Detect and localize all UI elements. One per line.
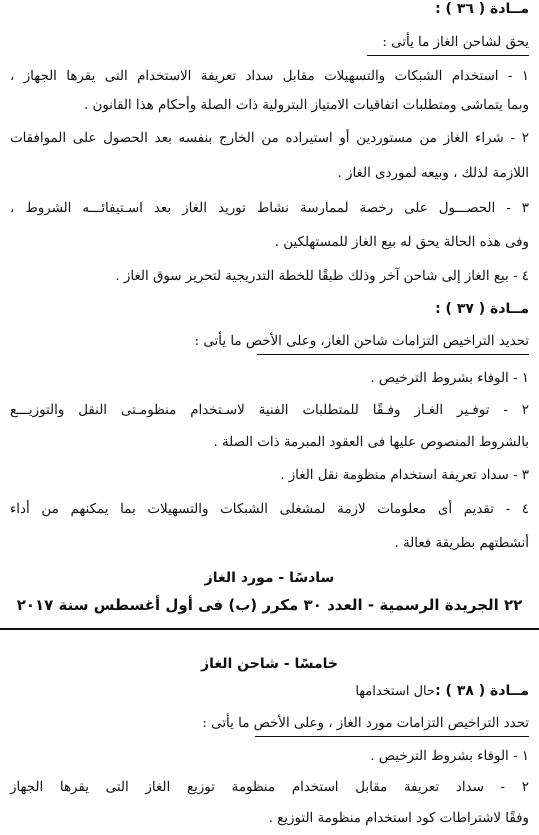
article-37-item-2-line-1: ٢ - توفـير الغـاز وفـقًا للمتطلبات الفنية لاسـتخدام منظومـتى النقل والتوزيـــع [10, 403, 529, 418]
gazette-footer: ٢٢ الجريدة الرسمية - العدد ٣٠ مكرر (ب) فى أول أغسطس سنة ٢٠١٧ [16, 596, 523, 614]
section-supplier-title: سادسًا - مورد الغاز [204, 570, 335, 586]
article-37-intro: تحديد التراخيص التزامات شاحن الغاز، وعلى الأخص ما يأتى : [10, 333, 529, 351]
intro-underline [257, 354, 529, 355]
article-37-item-2-line-2: بالشروط المنصوص عليها فى العقود المبرمة ذات الصلة . [213, 435, 529, 450]
section-shipper-title: خامسًا - شاحن الغاز [201, 656, 338, 672]
article-38-item-1: ١ - الوفاء بشروط الترخيص . [370, 749, 529, 764]
article-36-item-4: ٤ - بيع الغاز إلى شاحن آخر وذلك طبقًا للخطة التدريجية لتحرير سوق الغاز . [115, 269, 529, 284]
article-37-item-4-line-1: ٤ - تقديم أى معلومات لازمة لمشغلى الشبكات والتسهيلات بما يمكنهم من أداء [10, 502, 529, 517]
article-38-heading-row [10, 682, 529, 701]
page-divider [0, 628, 539, 630]
article-38-intro: تحدد التراخيص التزامات مورد الغاز ، وعلى الأخص ما يأتى : [10, 715, 529, 733]
article-36-item-2-line-2: اللازمة لذلك ، وبيعه لموردى الغاز . [337, 166, 529, 181]
article-37-item-1: ١ - الوفاء بشروط الترخيص . [370, 371, 529, 386]
article-37-item-3: ٣ - سداد تعريفة استخدام منظومة نقل الغاز . [280, 468, 529, 483]
article-36-item-1-line-1: ١ - استخدام الشبكات والتسهيلات مقابل سداد تعريفة الاستخدام التى يقرها الجهاز ، [10, 69, 529, 84]
article-36-item-3-line-2: وفى هذه الحالة يحق له بيع الغاز للمستهلكين . [274, 235, 529, 250]
intro-underline [255, 736, 529, 737]
article-38-item-2-line-2: وفقًا لاشتراطات كود استخدام منظومة التوزيع . [268, 811, 529, 826]
article-36-item-2-line-1: ٢ - شراء الغاز من مستوردين أو استيراده من الخارج بنفسه بعد الحصول على الموافقات [10, 131, 529, 146]
article-36-intro: يحق لشاحن الغاز ما يأتى : [10, 34, 529, 52]
intro-underline [367, 55, 529, 56]
article-38-item-2-line-1: ٢ - سداد تعريفة مقابل استخدام منظومة توزيع الغاز التى يقرها الجهاز [10, 780, 529, 795]
article-37-heading: مــادة ( ٣٧ ) : [435, 301, 529, 317]
article-38-heading: مــادة ( ٣٨ ) : [435, 683, 529, 699]
article-37-item-4-line-2: أنشطتهم بطريقة فعالة . [394, 536, 529, 551]
article-36-heading: مــادة ( ٣٦ ) : [435, 1, 529, 17]
article-38-fragment: حال استخدامها [355, 684, 436, 699]
article-36-item-3-line-1: ٣ - الحصـــول على رخصة لممارسة نشاط توريد الغاز بعد اسـتيفائـــه الشروط ، [10, 201, 529, 216]
article-36-item-1-line-2: وبما يتماشى ومتطلبات اتفاقيات الامتياز البترولية ذات الصلة وأحكام هذا القانون . [84, 98, 529, 113]
